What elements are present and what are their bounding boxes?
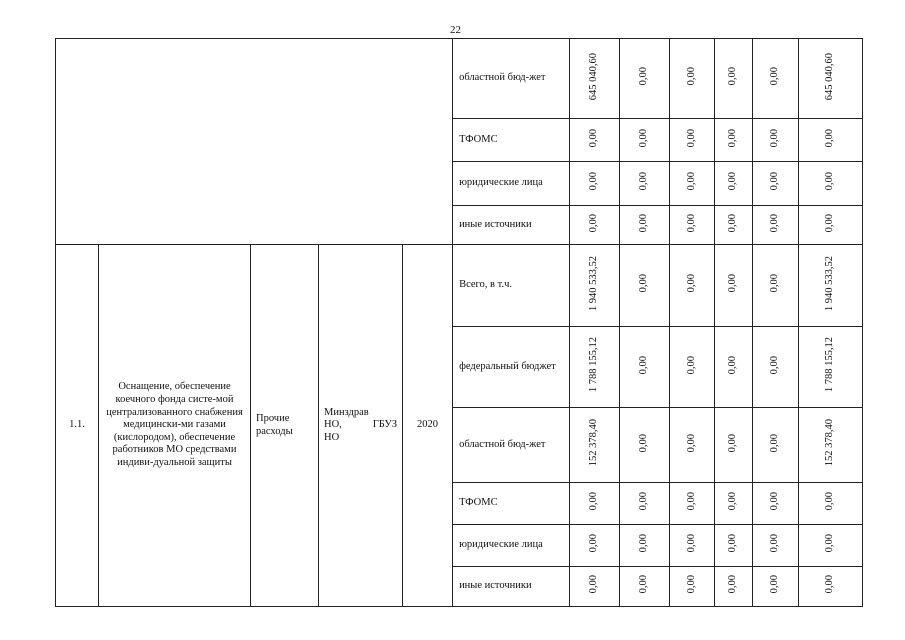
value-cell: 0,00: [769, 128, 781, 147]
value-cell: 0,00: [588, 534, 600, 553]
item-year: 2020: [403, 245, 453, 607]
source-label: федеральный бюджет: [453, 327, 570, 408]
source-label: ТФОМС: [453, 119, 570, 162]
item-name: Оснащение, обеспечение коечного фонда систе-мой централизованного снабжения медицински-ми газами (кислородом), обеспечение работников МО средствами индиви-дуальной защиты: [99, 245, 251, 607]
value-cell: 0,00: [727, 433, 739, 452]
value-cell: 0,00: [769, 433, 781, 452]
value-cell: 645 040,60: [824, 52, 836, 100]
value-cell: 0,00: [638, 67, 650, 86]
value-cell: 0,00: [769, 575, 781, 594]
item-number: 1.1.: [56, 245, 99, 607]
value-cell: 0,00: [727, 213, 739, 232]
value-cell: 0,00: [769, 355, 781, 374]
blank-merged-cell: [56, 39, 453, 245]
value-cell: 0,00: [824, 492, 836, 511]
value-cell: 0,00: [824, 534, 836, 553]
value-cell: 152 378,40: [824, 419, 836, 467]
executor: [319, 245, 403, 607]
source-label: юридические лица: [453, 525, 570, 567]
value-cell: 0,00: [638, 355, 650, 374]
value-cell: 0,00: [769, 492, 781, 511]
value-cell: 1 788 155,12: [824, 337, 836, 393]
value-cell: 0,00: [685, 213, 697, 232]
source-label: иные источники: [453, 567, 570, 607]
budget-table: [55, 38, 863, 607]
table-row: [56, 245, 863, 327]
value-cell: 0,00: [638, 128, 650, 147]
value-cell: 0,00: [685, 172, 697, 191]
value-cell: 0,00: [727, 355, 739, 374]
value-cell: 0,00: [685, 534, 697, 553]
value-cell: 0,00: [685, 67, 697, 86]
value-cell: 0,00: [588, 575, 600, 594]
value-cell: 0,00: [824, 213, 836, 232]
value-cell: 0,00: [769, 67, 781, 86]
value-cell: 0,00: [685, 575, 697, 594]
value-cell: 0,00: [685, 355, 697, 374]
source-label: Всего, в т.ч.: [453, 245, 570, 327]
page-number: 22: [450, 24, 461, 36]
value-cell: 0,00: [638, 274, 650, 293]
executor-line: НО,: [324, 419, 342, 431]
source-label: ТФОМС: [453, 483, 570, 525]
executor-line: Минздрав: [324, 406, 369, 418]
value-cell: 0,00: [685, 492, 697, 511]
expense-type: Прочие расходы: [251, 245, 319, 607]
value-cell: 0,00: [727, 172, 739, 191]
value-cell: 0,00: [638, 433, 650, 452]
value-cell: 0,00: [685, 274, 697, 293]
source-label: областной бюд-жет: [453, 39, 570, 119]
table-row: [56, 39, 863, 119]
source-label: юридические лица: [453, 162, 570, 206]
value-cell: 0,00: [727, 67, 739, 86]
value-cell: 1 940 533,52: [588, 255, 600, 311]
value-cell: 0,00: [727, 575, 739, 594]
value-cell: 152 378,40: [588, 419, 600, 467]
value-cell: 0,00: [769, 534, 781, 553]
value-cell: 0,00: [824, 575, 836, 594]
value-cell: 0,00: [727, 128, 739, 147]
value-cell: 0,00: [588, 213, 600, 232]
value-cell: 0,00: [727, 274, 739, 293]
value-cell: 1 788 155,12: [588, 337, 600, 393]
value-cell: 0,00: [588, 492, 600, 511]
value-cell: 0,00: [638, 575, 650, 594]
value-cell: 0,00: [638, 534, 650, 553]
source-label: областной бюд-жет: [453, 408, 570, 483]
value-cell: 0,00: [727, 492, 739, 511]
value-cell: 0,00: [769, 213, 781, 232]
value-cell: 0,00: [769, 172, 781, 191]
value-cell: 1 940 533,52: [824, 255, 836, 311]
value-cell: 0,00: [638, 492, 650, 511]
value-cell: 0,00: [638, 172, 650, 191]
value-cell: 0,00: [685, 433, 697, 452]
value-cell: 0,00: [824, 172, 836, 191]
value-cell: 0,00: [588, 172, 600, 191]
source-label: иные источники: [453, 206, 570, 245]
value-cell: 0,00: [638, 213, 650, 232]
value-cell: 0,00: [727, 534, 739, 553]
executor-line: ГБУЗ: [372, 419, 397, 431]
value-cell: 645 040,60: [588, 52, 600, 100]
value-cell: 0,00: [588, 128, 600, 147]
value-cell: 0,00: [685, 128, 697, 147]
value-cell: 0,00: [769, 274, 781, 293]
executor-line: НО: [324, 431, 340, 443]
value-cell: 0,00: [824, 128, 836, 147]
